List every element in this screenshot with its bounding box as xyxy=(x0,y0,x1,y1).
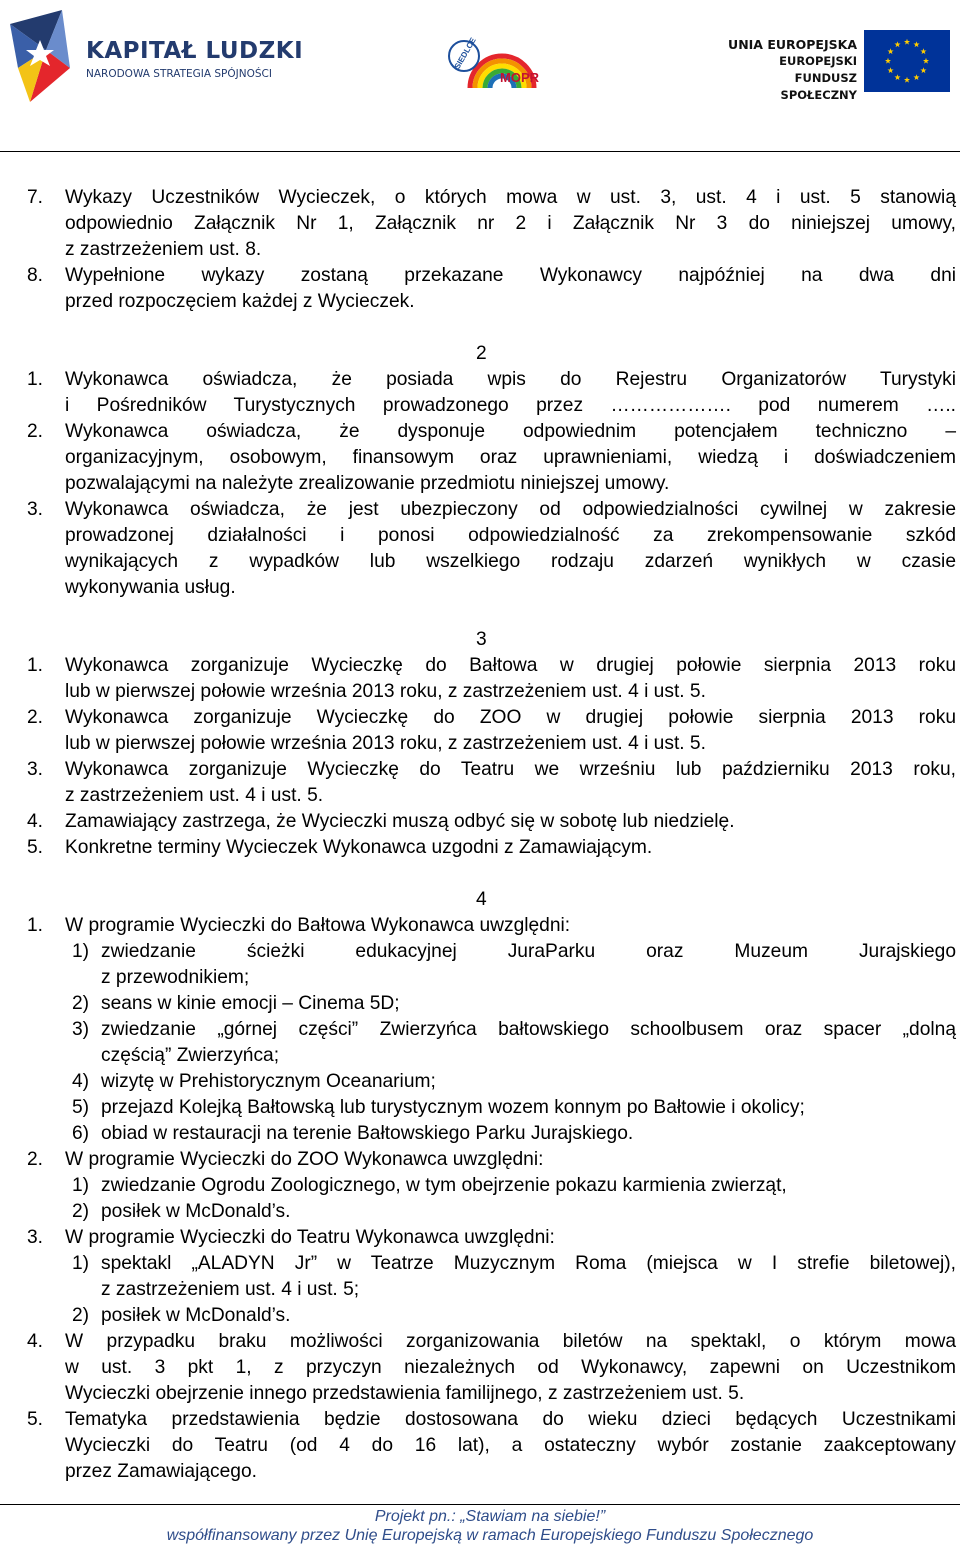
eu-logo-line1: UNIA EUROPEJSKA xyxy=(728,37,857,52)
kapital-ludzki-logo xyxy=(10,10,310,105)
list-number: 2. xyxy=(27,421,44,442)
eu-flag-icon xyxy=(864,30,950,92)
paragraph-line: Wycieczki do Teatru (od 4 do 16 lat), a ostateczny wybór zostanie zaakceptowany xyxy=(65,1435,956,1456)
sublist-line: posiłek w McDonald’s. xyxy=(101,1201,291,1222)
sublist-line: częścią” Zwierzyńca; xyxy=(101,1045,280,1066)
paragraph-line: Wykonawca zorganizuje Wycieczkę do ZOO w drugiej połowie sierpnia 2013 roku xyxy=(65,707,956,728)
section-heading: 4 xyxy=(476,889,487,910)
paragraph-line: Zamawiający zastrzega, że Wycieczki muszą odbyć się w sobotę lub niedzielę. xyxy=(65,811,735,832)
list-number: 2. xyxy=(27,1149,44,1170)
list-number: 5. xyxy=(27,837,44,858)
list-number: 1. xyxy=(27,369,44,390)
footer-cofinancing-note: współfinansowany przez Unię Europejską w ramach Europejskiego Funduszu Społecznego xyxy=(166,1527,814,1544)
header-divider xyxy=(0,151,960,152)
sublist-number: 3) xyxy=(72,1019,90,1040)
sublist-number: 1) xyxy=(72,941,90,962)
paragraph-line: z zastrzeżeniem ust. 4 i ust. 5. xyxy=(65,785,324,806)
list-number: 7. xyxy=(27,187,44,208)
list-number: 1. xyxy=(27,655,44,676)
paragraph-line: Wykonawca zorganizuje Wycieczkę do Teatru we wrześniu lub październiku 2013 roku, xyxy=(65,759,956,780)
sublist-line: spektakl „ALADYN Jr” w Teatrze Muzycznym Roma (miejsca w I strefie biletowej), xyxy=(101,1253,956,1274)
list-number: 1. xyxy=(27,915,44,936)
paragraph-line: odpowiednio Załącznik Nr 1, Załącznik nr 2 i Załącznik Nr 3 do niniejszej umowy, xyxy=(65,213,956,234)
kapital-ludzki-title: KAPITAŁ LUDZKI xyxy=(86,38,304,64)
sublist-line: zwiedzanie „górnej części” Zwierzyńca bałtowskiego schoolbusem oraz spacer „dolną xyxy=(101,1019,956,1040)
list-number: 2. xyxy=(27,707,44,728)
paragraph-line: lub w pierwszej połowie września 2013 roku, z zastrzeżeniem ust. 4 i ust. 5. xyxy=(65,681,706,702)
paragraph-line: prowadzonej działalności i ponosi odpowiedzialność za zrekompensowanie szkód xyxy=(65,525,956,546)
section-heading: 3 xyxy=(476,629,487,650)
eu-logo-text xyxy=(725,36,857,104)
eu-logo xyxy=(725,30,950,102)
sublist-line: przejazd Kolejką Bałtowską lub turystycznym wozem konnym po Bałtowie i okolicy; xyxy=(101,1097,805,1118)
paragraph-line: pozwalającymi na należyte zrealizowanie przedmiotu niniejszej umowy. xyxy=(65,473,670,494)
page-header xyxy=(0,0,960,152)
paragraph-line: z zastrzeżeniem ust. 8. xyxy=(65,239,262,260)
list-number: 4. xyxy=(27,1331,44,1352)
sublist-number: 4) xyxy=(72,1071,90,1092)
kapital-ludzki-subtitle: NARODOWA STRATEGIA SPÓJNOŚCI xyxy=(86,68,272,80)
sublist-line: wizytę w Prehistorycznym Oceanarium; xyxy=(101,1071,436,1092)
sublist-line: z zastrzeżeniem ust. 4 i ust. 5; xyxy=(101,1279,360,1300)
mopr-name: MOPR xyxy=(500,70,539,85)
footer-project-name: Projekt pn.: „Stawiam na siebie!” xyxy=(374,1508,606,1525)
section-heading: 2 xyxy=(476,343,487,364)
list-number: 3. xyxy=(27,759,44,780)
eu-logo-line3: FUNDUSZ SPOŁECZNY xyxy=(780,71,857,102)
sublist-line: zwiedzanie ścieżki edukacyjnej JuraParku oraz Muzeum Jurajskiego xyxy=(101,941,956,962)
list-number: 5. xyxy=(27,1409,44,1430)
paragraph-line: Wykonawca oświadcza, że dysponuje odpowiednim potencjałem techniczno – xyxy=(65,421,956,442)
paragraph-line: organizacyjnym, osobowym, finansowym oraz uprawnieniami, wiedzą i doświadczeniem xyxy=(65,447,956,468)
paragraph-line: Tematyka przedstawienia będzie dostosowana do wieku dzieci będących Uczestnikami xyxy=(65,1409,956,1430)
paragraph-line: wykonywania usług. xyxy=(65,577,236,598)
sublist-number: 2) xyxy=(72,1201,90,1222)
paragraph-line: lub w pierwszej połowie września 2013 roku, z zastrzeżeniem ust. 4 i ust. 5. xyxy=(65,733,706,754)
paragraph-line: Konkretne terminy Wycieczek Wykonawca uzgodni z Zamawiającym. xyxy=(65,837,653,858)
paragraph-line: W przypadku braku możliwości zorganizowania biletów na spektakl, o którym mowa xyxy=(65,1331,956,1352)
paragraph-line: wynikających z wypadków lub wszelkiego rodzaju zdarzeń wynikłych w czasie xyxy=(65,551,956,572)
sublist-number: 5) xyxy=(72,1097,90,1118)
sublist-line: posiłek w McDonald’s. xyxy=(101,1305,291,1326)
paragraph-line: i Pośredników Turystycznych prowadzonego przez ………………. pod numerem ….. xyxy=(65,395,956,416)
eu-logo-line2: EUROPEJSKI xyxy=(779,54,857,68)
paragraph-line: Wykonawca oświadcza, że posiada wpis do Rejestru Organizatorów Turystyki xyxy=(65,369,956,390)
paragraph-line: przed rozpoczęciem każdej z Wycieczek. xyxy=(65,291,415,312)
paragraph-line: Wypełnione wykazy zostaną przekazane Wykonawcy najpóźniej na dwa dni xyxy=(65,265,956,286)
paragraph-line: Wykonawca oświadcza, że jest ubezpieczony od odpowiedzialności cywilnej w zakresie xyxy=(65,499,956,520)
list-number: 8. xyxy=(27,265,44,286)
sublist-number: 1) xyxy=(72,1253,90,1274)
mopr-arc-text: SIEDLCE xyxy=(452,36,478,71)
sublist-line: zwiedzanie Ogrodu Zoologicznego, w tym obejrzenie pokazu karmienia zwierząt, xyxy=(101,1175,787,1196)
paragraph-line: Wycieczki obejrzenie innego przedstawienia familijnego, z zastrzeżeniem ust. 5. xyxy=(65,1383,745,1404)
list-number: 3. xyxy=(27,1227,44,1248)
paragraph-line: Wykonawca zorganizuje Wycieczkę do Bałtowa w drugiej połowie sierpnia 2013 roku xyxy=(65,655,956,676)
kapital-ludzki-star-icon xyxy=(10,10,82,102)
list-number: 3. xyxy=(27,499,44,520)
paragraph-line: przez Zamawiającego. xyxy=(65,1461,257,1482)
sublist-number: 2) xyxy=(72,1305,90,1326)
sublist-line: z przewodnikiem; xyxy=(101,967,250,988)
page-footer xyxy=(0,1504,960,1553)
list-number: 4. xyxy=(27,811,44,832)
sublist-number: 6) xyxy=(72,1123,90,1144)
paragraph-line: W programie Wycieczki do Teatru Wykonawca uwzględni: xyxy=(65,1227,555,1248)
paragraph-line: w ust. 3 pkt 1, z przyczyn niezależnych od Wykonawcy, zapewni on Uczestnikom xyxy=(65,1357,956,1378)
paragraph-line: Wykazy Uczestników Wycieczek, o których mowa w ust. 3, ust. 4 i ust. 5 stanowią xyxy=(65,187,956,208)
sublist-line: obiad w restauracji na terenie Bałtowskiego Parku Jurajskiego. xyxy=(101,1123,634,1144)
sublist-number: 2) xyxy=(72,993,90,1014)
sublist-number: 1) xyxy=(72,1175,90,1196)
sublist-line: seans w kinie emocji – Cinema 5D; xyxy=(101,993,400,1014)
paragraph-line: W programie Wycieczki do Bałtowa Wykonawca uwzględni: xyxy=(65,915,571,936)
paragraph-line: W programie Wycieczki do ZOO Wykonawca uwzględni: xyxy=(65,1149,544,1170)
footer-divider xyxy=(0,1504,960,1505)
